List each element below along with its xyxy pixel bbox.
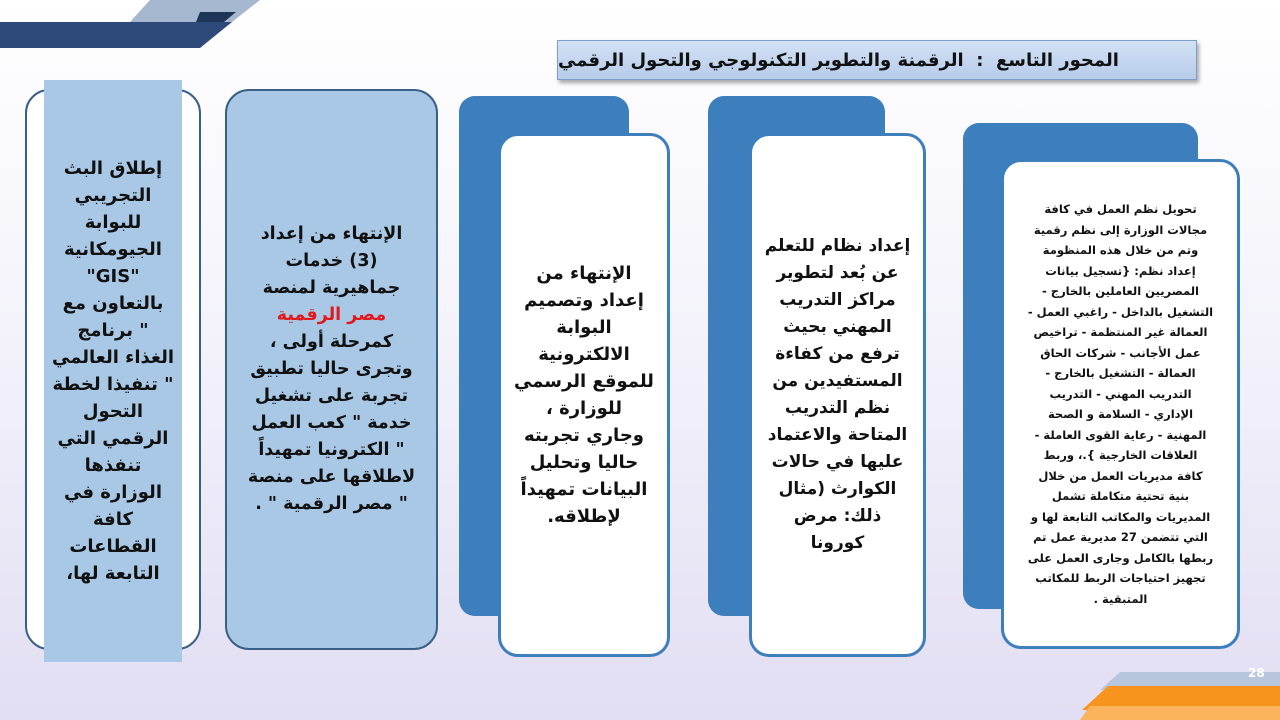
title-text: الرقمنة والتطوير التكنولوجي والتحول الرقمي xyxy=(558,49,964,71)
card-gis-portal-text: إطلاق البث التجريبي للبوابة الجيومكانية "GIS" بالتعاون مع " برنامج الغذاء العالمي " تنفيذا لخطة التحول الرقمي التي تنفذها الوزارة في كافة القطاعات التابعة لها، xyxy=(51,158,174,584)
title-label: المحور التاسع xyxy=(995,49,1119,71)
card-gis-portal-panel xyxy=(44,80,182,662)
card-digital-egypt-text-after: كمرحلة أولى ، وتجرى حاليا تطبيق تجربة على تشغيل خدمة " كعب العمل " الكترونيا تمهيداً لاطلاقها على منصة " مصر الرقمية " . xyxy=(247,332,416,514)
page-number: 28 xyxy=(1248,666,1265,680)
card-digital-egypt xyxy=(225,89,438,650)
card-elearning xyxy=(749,133,926,657)
card-digital-egypt-text xyxy=(248,221,415,518)
page-title xyxy=(557,40,1197,80)
card-digital-egypt-text-before: الإنتهاء من إعداد (3) خدمات جماهيرية لمنصة xyxy=(260,224,403,298)
card-website-text: الإنتهاء من إعداد وتصميم البوابة الالكترونية للموقع الرسمي للوزارة ، وجاري تجربته حاليا وتحليل البيانات تمهيداً لإطلاقه. xyxy=(514,263,654,527)
card-website xyxy=(498,133,670,657)
digital-egypt-highlight: مصر الرقمية xyxy=(276,305,387,325)
card-elearning-text: إعداد نظام للتعلم عن بُعد لتطوير مراكز التدريب المهني بحيث ترفع من كفاءة المستفيدين من نظم التدريب المتاحة والاعتماد عليها في حالات الكوارث (مثال ذلك: مرض كورونا xyxy=(764,236,911,553)
card-digital-transformation-text: تحويل نظم العمل في كافة مجالات الوزارة إلى نظم رقمية وتم من خلال هذه المنظومة إعداد نظم: {تسجيل بيانات المصريين العاملين بالخارج - التشغيل بالداخل - راغبي العمل - العمالة غير المنتظمة - تراخيص عمل الأجانب - شركات الحاق العمالة - التشغيل بالخارج - التدريب المهني - التدريب الإداري - السلامة و الصحة المهنية - رعاية القوى العاملة - العلاقات الخارجية }.، وربط كافة مديريات العمل من خلال بنية تحتية متكاملة تشمل المديريات والمكاتب التابعة لها و التي تتضمن 27 مديرية عمل تم ربطها بالكامل وجارى العمل على تجهيز احتياجات الربط للمكاتب المتبقية . xyxy=(1027,202,1214,606)
title-separator: : xyxy=(976,49,984,71)
card-digital-transformation xyxy=(1001,159,1240,649)
top-banner-decoration xyxy=(0,0,260,52)
